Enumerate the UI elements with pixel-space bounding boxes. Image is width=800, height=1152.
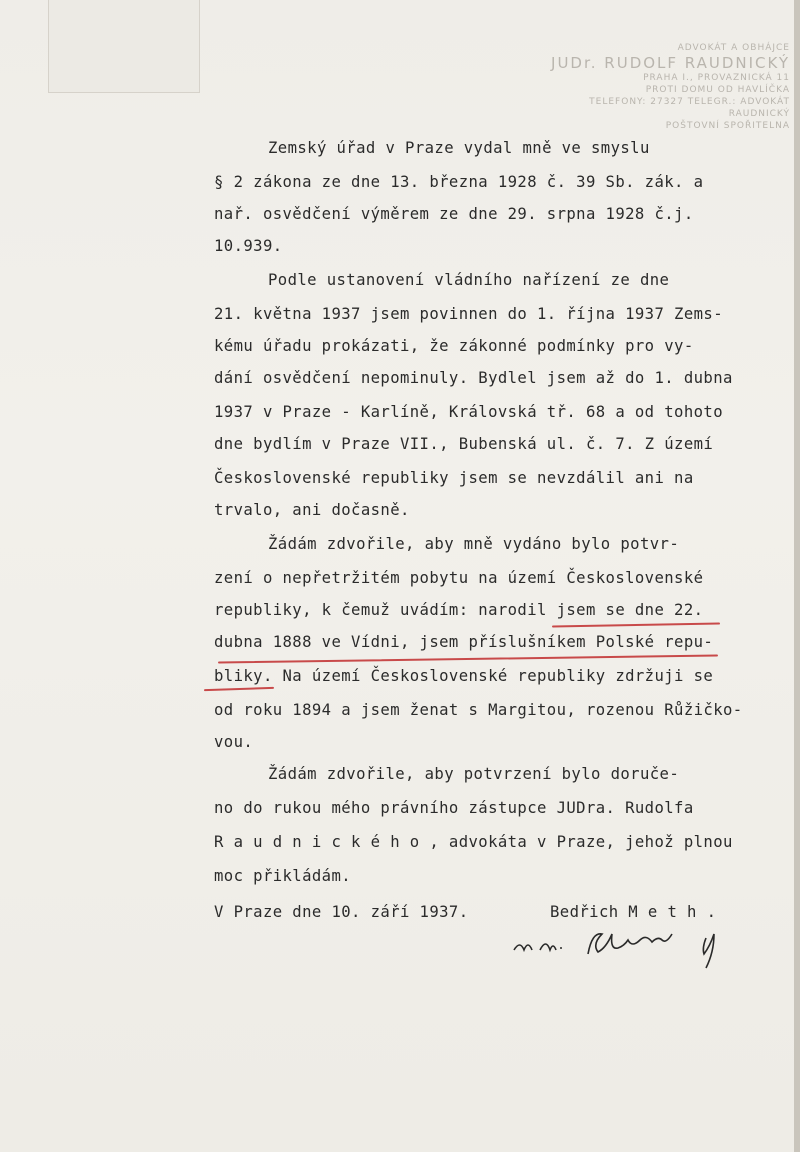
text-line: Československé republiky jsem se nevzdálil ani na — [214, 469, 694, 487]
text-line: vou. — [214, 733, 254, 751]
red-underline — [204, 687, 274, 691]
text-line: Zemský úřad v Praze vydal mně ve smyslu — [268, 139, 650, 157]
place-date: V Praze dne 10. září 1937. — [214, 903, 469, 921]
stamp-line: TELEFONY: 27327 TELEGR.: ADVOKÁT RAUDNICKÝ — [589, 97, 790, 119]
stamp-line: PROTI DOMU OD HAVLÍČKA — [645, 85, 790, 95]
text-line: kému úřadu prokázati, že zákonné podmínky pro vy- — [214, 337, 694, 355]
text-line: od roku 1894 a jsem ženat s Margitou, rozenou Růžičko- — [214, 701, 743, 719]
red-underline — [218, 655, 718, 664]
text-line: dubna 1888 ve Vídni, jsem příslušníkem Polské repu- — [214, 633, 714, 651]
text-line: Podle ustanovení vládního nařízení ze dne — [268, 271, 670, 289]
text-line: 10.939. — [214, 237, 283, 255]
signatory-name: Bedřich M e t h . — [550, 903, 717, 921]
text-line: 21. května 1937 jsem povinnen do 1. října 1937 Zems- — [214, 305, 723, 323]
text-line: zení o nepřetržitém pobytu na území Československé — [214, 569, 704, 587]
text-line: § 2 zákona ze dne 13. března 1928 č. 39 Sb. zák. a — [214, 173, 704, 191]
stamp-line: JUDr. RUDOLF RAUDNICKÝ — [551, 54, 790, 72]
text-line: bliky. Na území Československé republiky zdržuji se — [214, 667, 714, 685]
stamp-line: ADVOKÁT A OBHÁJCE — [677, 43, 790, 53]
text-line: Žádám zdvořile, aby mně vydáno bylo potvr- — [268, 535, 680, 553]
text-line: dání osvědčení nepominuly. Bydlel jsem až do 1. dubna — [214, 369, 733, 387]
text-line: moc přikládám. — [214, 867, 352, 885]
red-underline — [552, 623, 720, 628]
text-line: dne bydlím v Praze VII., Bubenská ul. č. 7. Z území — [214, 435, 714, 453]
stamp-line: PRAHA I., PROVAZNICKÁ 11 — [643, 73, 790, 83]
text-line: republiky, k čemuž uvádím: narodil jsem se dne 22. — [214, 601, 704, 619]
stamp-line: POŠTOVNÍ SPOŘITELNA — [665, 121, 790, 131]
page-edge — [794, 0, 800, 1152]
text-line: no do rukou mého právního zástupce JUDra. Rudolfa — [214, 799, 694, 817]
text-line: R a u d n i c k é h o , advokáta v Praze, jehož plnou — [214, 833, 733, 851]
letterhead-stamp — [540, 42, 790, 132]
handwritten-signature — [510, 920, 740, 970]
attached-slip — [48, 0, 200, 93]
text-line: 1937 v Praze - Karlíně, Královská tř. 68 a od tohoto — [214, 403, 723, 421]
text-line: Žádám zdvořile, aby potvrzení bylo doruče- — [268, 765, 680, 783]
text-line: trvalo, ani dočasně. — [214, 501, 410, 519]
text-line: nař. osvědčení výměrem ze dne 29. srpna 1928 č.j. — [214, 205, 694, 223]
